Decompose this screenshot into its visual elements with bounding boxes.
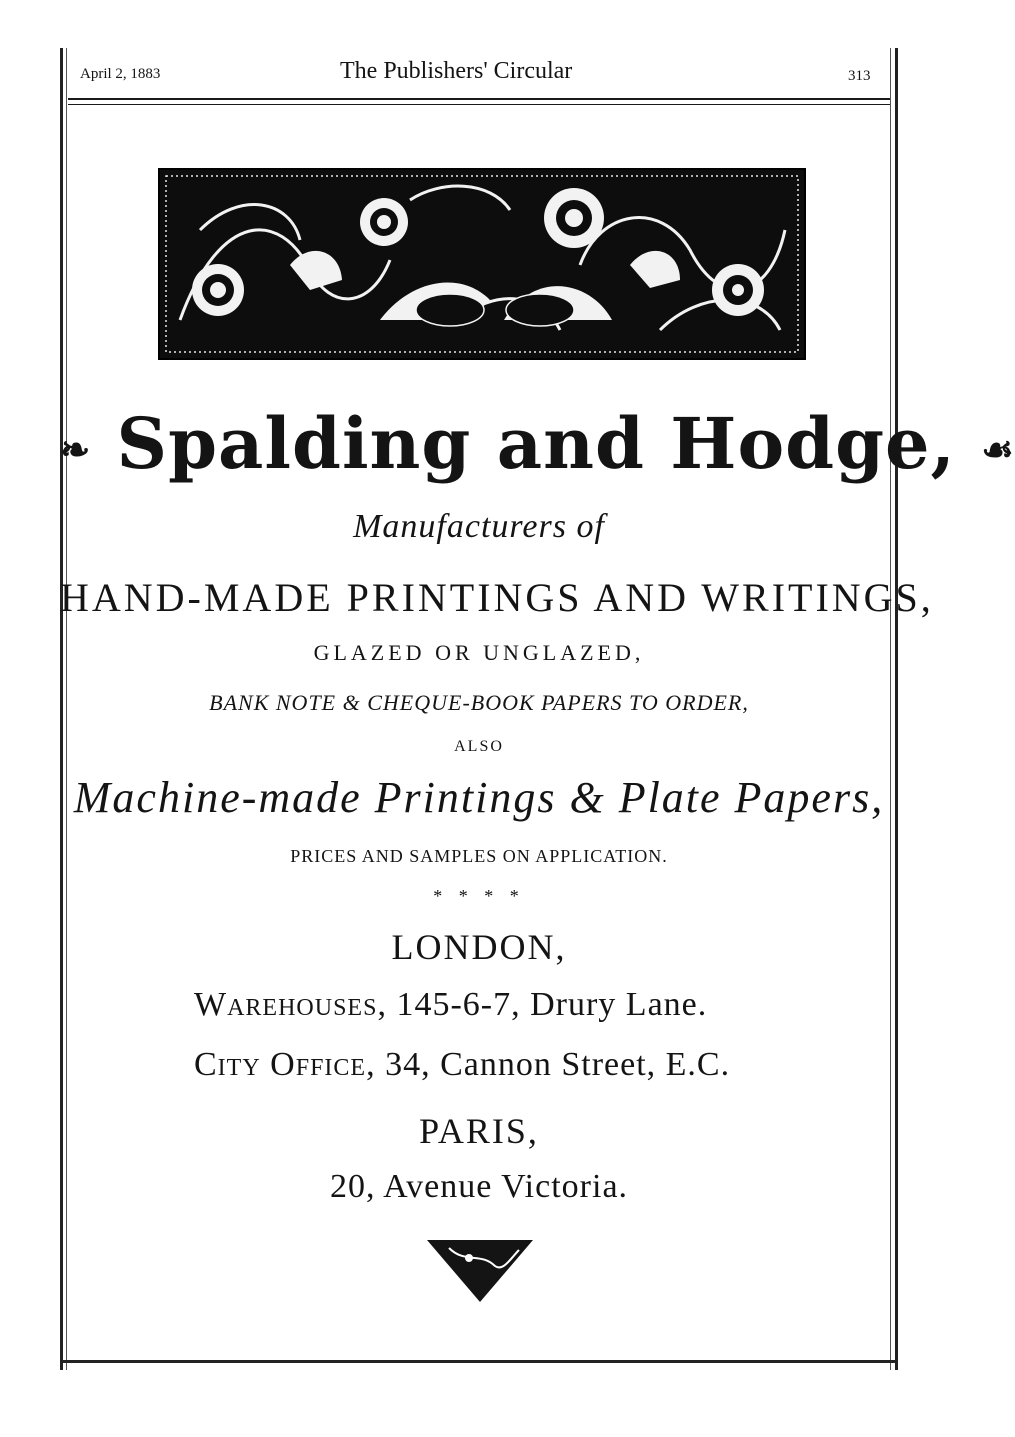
header-page-number: 313 (848, 68, 871, 84)
star-divider: * * * * (433, 886, 525, 906)
manufacturers-of: Manufacturers of (353, 508, 605, 545)
header-date: April 2, 1883 (80, 66, 161, 82)
firm-name-text: Spalding and Hodge, (116, 402, 956, 485)
hand-made-line: HAND-MADE PRINTINGS AND WRITINGS, (60, 575, 934, 620)
header-title: The Publishers' Circular (340, 58, 573, 84)
prices-line: PRICES AND SAMPLES ON APPLICATION. (290, 846, 668, 866)
ornamental-banner (158, 168, 806, 360)
london-heading: LONDON, (391, 927, 567, 967)
warehouses-street: 145-6-7, Drury Lane. (396, 986, 708, 1023)
right-ornament-icon: ☙ (981, 429, 1015, 471)
city-office-address (194, 1046, 730, 1084)
warehouses-label: Warehouses, (194, 986, 387, 1023)
header-rule-thin (68, 104, 890, 105)
glazed-line: GLAZED OR UNGLAZED, (313, 640, 645, 665)
ornament-illustration (160, 170, 804, 358)
tailpiece-ornament (425, 1238, 535, 1309)
also-line: ALSO (454, 738, 504, 755)
firm-name (60, 402, 1015, 485)
machine-made-line: Machine-made Printings & Plate Papers, (73, 773, 885, 822)
header-rule (68, 98, 890, 100)
paris-address: 20, Avenue Victoria. (329, 1168, 629, 1205)
city-office-label: City Office, (194, 1046, 376, 1083)
city-office-street: 34, Cannon Street, E.C. (385, 1046, 731, 1083)
left-ornament-icon: ❧ (60, 429, 92, 471)
paris-heading: PARIS, (419, 1111, 539, 1151)
triangle-ornament-icon (425, 1238, 535, 1304)
bank-note-line: BANK NOTE & CHEQUE-BOOK PAPERS TO ORDER, (209, 690, 749, 715)
warehouses-address (194, 986, 707, 1024)
page-frame-bottom (60, 1360, 898, 1363)
